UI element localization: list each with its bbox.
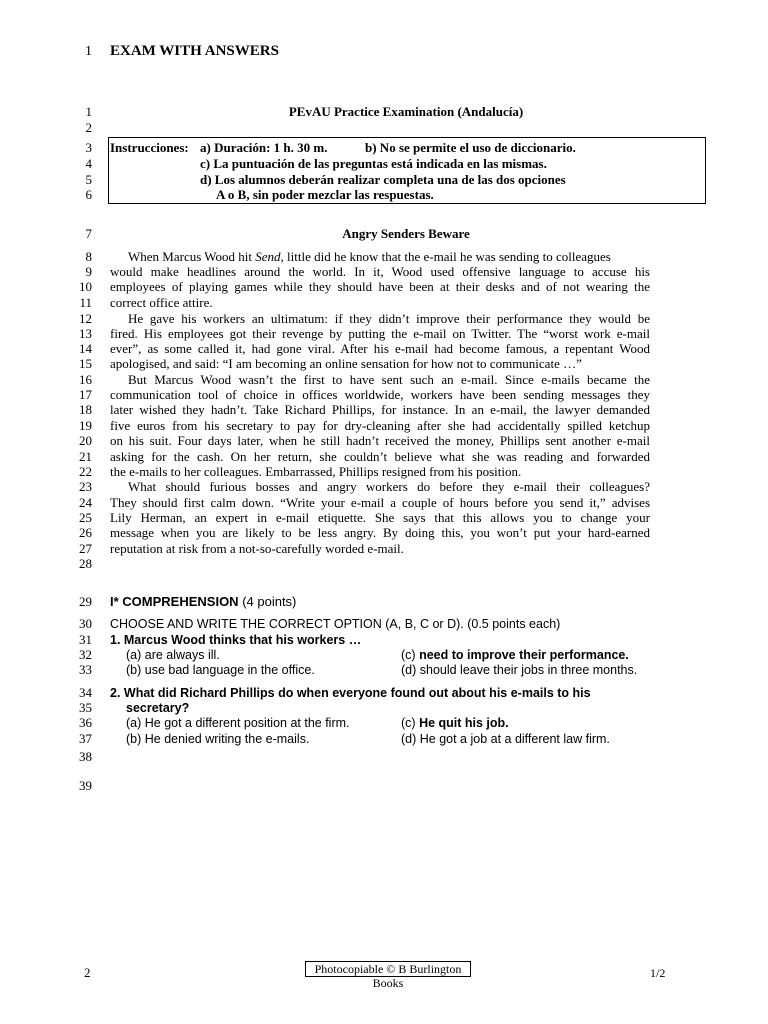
- line-number: 20: [79, 433, 92, 448]
- line-number: 13: [79, 326, 92, 341]
- footer-page-number: 2: [84, 965, 91, 980]
- line-number: 4: [85, 156, 92, 171]
- line-number: 12: [79, 311, 92, 326]
- paragraph-line: fired. His employees got their revenge by putting the e-mail on Twitter. The “worst work e-mail: [110, 326, 650, 341]
- line-number: 28: [79, 556, 92, 571]
- paragraph-line: reputation at risk from a not-so-carefully worded e-mail.: [110, 541, 404, 556]
- line-number: 29: [79, 594, 92, 609]
- line-number: 2: [85, 120, 92, 135]
- comprehension-heading: [110, 594, 296, 610]
- question-2-option-a: (a) He got a different position at the firm.: [126, 716, 350, 730]
- question-1-option-a: (a) are always ill.: [126, 648, 220, 662]
- line-number: 8: [85, 249, 92, 264]
- line-number: 34: [79, 685, 92, 700]
- line-number: 36: [79, 715, 92, 730]
- correct-answer: He quit his job.: [419, 716, 509, 730]
- exam-title: PEvAU Practice Examination (Andalucía): [288, 104, 524, 119]
- header-page-number: 1: [85, 44, 92, 59]
- paragraph-line: message when you are likely to be less angry. By doing this, you won’t put your hard-earned: [110, 525, 650, 540]
- instruction-d-continued: A o B, sin poder mezclar las respuestas.: [216, 187, 434, 202]
- line-number: 35: [79, 700, 92, 715]
- question-1-option-c: [401, 647, 629, 663]
- question-2-option-b: (b) He denied writing the e-mails.: [126, 732, 310, 746]
- section-heading: I* COMPREHENSION: [110, 594, 239, 609]
- line-number: 17: [79, 387, 92, 402]
- line-number: 16: [79, 372, 92, 387]
- line-number: 5: [85, 172, 92, 187]
- paragraph-line: ever”, as some called it, had gone viral. After his e-mail had become famous, a repentant Wood: [110, 341, 650, 356]
- paragraph-line: correct office attire.: [110, 295, 213, 310]
- paragraph-line: apologised, and said: “I am becoming an online sensation for how not to communicate …”: [110, 356, 582, 371]
- line-number: 23: [79, 479, 92, 494]
- text-run: When Marcus Wood hit: [128, 249, 256, 264]
- line-number: 38: [79, 749, 92, 764]
- instruction-a: a) Duración: 1 h. 30 m.: [200, 140, 328, 155]
- instruction-d: d) Los alumnos deberán realizar completa una de las dos opciones: [200, 172, 566, 187]
- line-number: 26: [79, 525, 92, 540]
- paragraph-line: employees of playing games while they should have been at their desks and of not wearing the: [110, 279, 650, 294]
- line-number: 14: [79, 341, 92, 356]
- line-number: 6: [85, 187, 92, 202]
- instructions-label: Instrucciones:: [110, 140, 189, 155]
- question-1-stem: 1. Marcus Wood thinks that his workers …: [110, 633, 362, 647]
- paragraph-line: asking for the cash. On her return, she couldn’t believe what she was reading and forwarded: [110, 449, 650, 464]
- section-points: (4 points): [238, 594, 297, 609]
- line-number: 19: [79, 418, 92, 433]
- line-number: 18: [79, 402, 92, 417]
- paragraph-1-line-1: [128, 249, 650, 265]
- paragraph-line: five euros from his secretary to pay for dry-cleaning after she had accidentally spilled ketchup: [110, 418, 650, 433]
- line-number: 37: [79, 731, 92, 746]
- question-2-option-d: (d) He got a job at a different law firm.: [401, 732, 610, 746]
- instruction-b: b) No se permite el uso de diccionario.: [365, 140, 576, 155]
- line-number: 15: [79, 356, 92, 371]
- question-2-stem-continued: secretary?: [126, 701, 190, 715]
- paragraph-line: the e-mails to her colleagues. Embarrassed, Phillips resigned from his position.: [110, 464, 522, 479]
- question-1-option-d: (d) should leave their jobs in three months.: [401, 663, 638, 677]
- line-number: 11: [79, 295, 92, 310]
- paragraph-line: They should first calm down. “Write your e-mail a couple of hours before you send it,” advises: [110, 495, 650, 510]
- line-number: 21: [79, 449, 92, 464]
- line-number: 7: [85, 226, 92, 241]
- document-header-title: EXAM WITH ANSWERS: [110, 43, 279, 59]
- paragraph-line: Lily Herman, an expert in e-mail etiquette. She says that this allows you to change your: [110, 510, 650, 525]
- line-number: 1: [85, 104, 92, 119]
- line-number: 27: [79, 541, 92, 556]
- line-number: 32: [79, 647, 92, 662]
- photocopiable-notice: Photocopiable © B Burlington Books: [305, 961, 471, 977]
- paragraph-line: on his suit. Four days later, when he still hadn’t received the money, Phillips sent another e-mail: [110, 433, 650, 448]
- emphasized-word: Send: [255, 249, 281, 264]
- page-indicator: 1/2: [650, 966, 666, 980]
- paragraph-line: What should furious bosses and angry workers do before they e-mail their colleagues?: [128, 479, 650, 494]
- option-label: (c): [401, 716, 420, 730]
- paragraph-line: He gave his workers an ultimatum: if they didn’t improve their performance they would be: [128, 311, 650, 326]
- correct-answer: need to improve their performance.: [419, 648, 629, 662]
- paragraph-line: later wished they hadn’t. Take Richard Phillips, for instance. In an e-mail, the lawyer demanded: [110, 402, 650, 417]
- paragraph-line: would make headlines around the world. In it, Wood used offensive language to accuse his: [110, 264, 650, 279]
- reading-title: Angry Senders Beware: [342, 226, 470, 241]
- line-number: 39: [79, 778, 92, 793]
- line-number: 30: [79, 616, 92, 631]
- line-number: 24: [79, 495, 92, 510]
- line-number: 10: [79, 279, 92, 294]
- line-number: 9: [85, 264, 92, 279]
- question-2-stem: 2. What did Richard Phillips do when everyone found out about his e-mails to his: [110, 686, 591, 700]
- paragraph-line: But Marcus Wood wasn’t the first to have sent such an e-mail. Since e-mails became the: [128, 372, 650, 387]
- line-number: 3: [85, 140, 92, 155]
- question-2-option-c: [401, 715, 509, 731]
- line-number: 33: [79, 662, 92, 677]
- line-number: 25: [79, 510, 92, 525]
- paragraph-line: communication tool of choice in offices worldwide, workers have been sending messages they: [110, 387, 650, 402]
- text-run: , little did he know that the e-mail he was sending to colleagues: [280, 249, 611, 264]
- option-label: (c): [401, 648, 420, 662]
- comprehension-instruction: CHOOSE AND WRITE THE CORRECT OPTION (A, B, C or D). (0.5 points each): [110, 617, 561, 631]
- question-1-option-b: (b) use bad language in the office.: [126, 663, 315, 677]
- line-number: 22: [79, 464, 92, 479]
- line-number: 31: [79, 632, 92, 647]
- instruction-c: c) La puntuación de las preguntas está indicada en las mismas.: [200, 156, 547, 171]
